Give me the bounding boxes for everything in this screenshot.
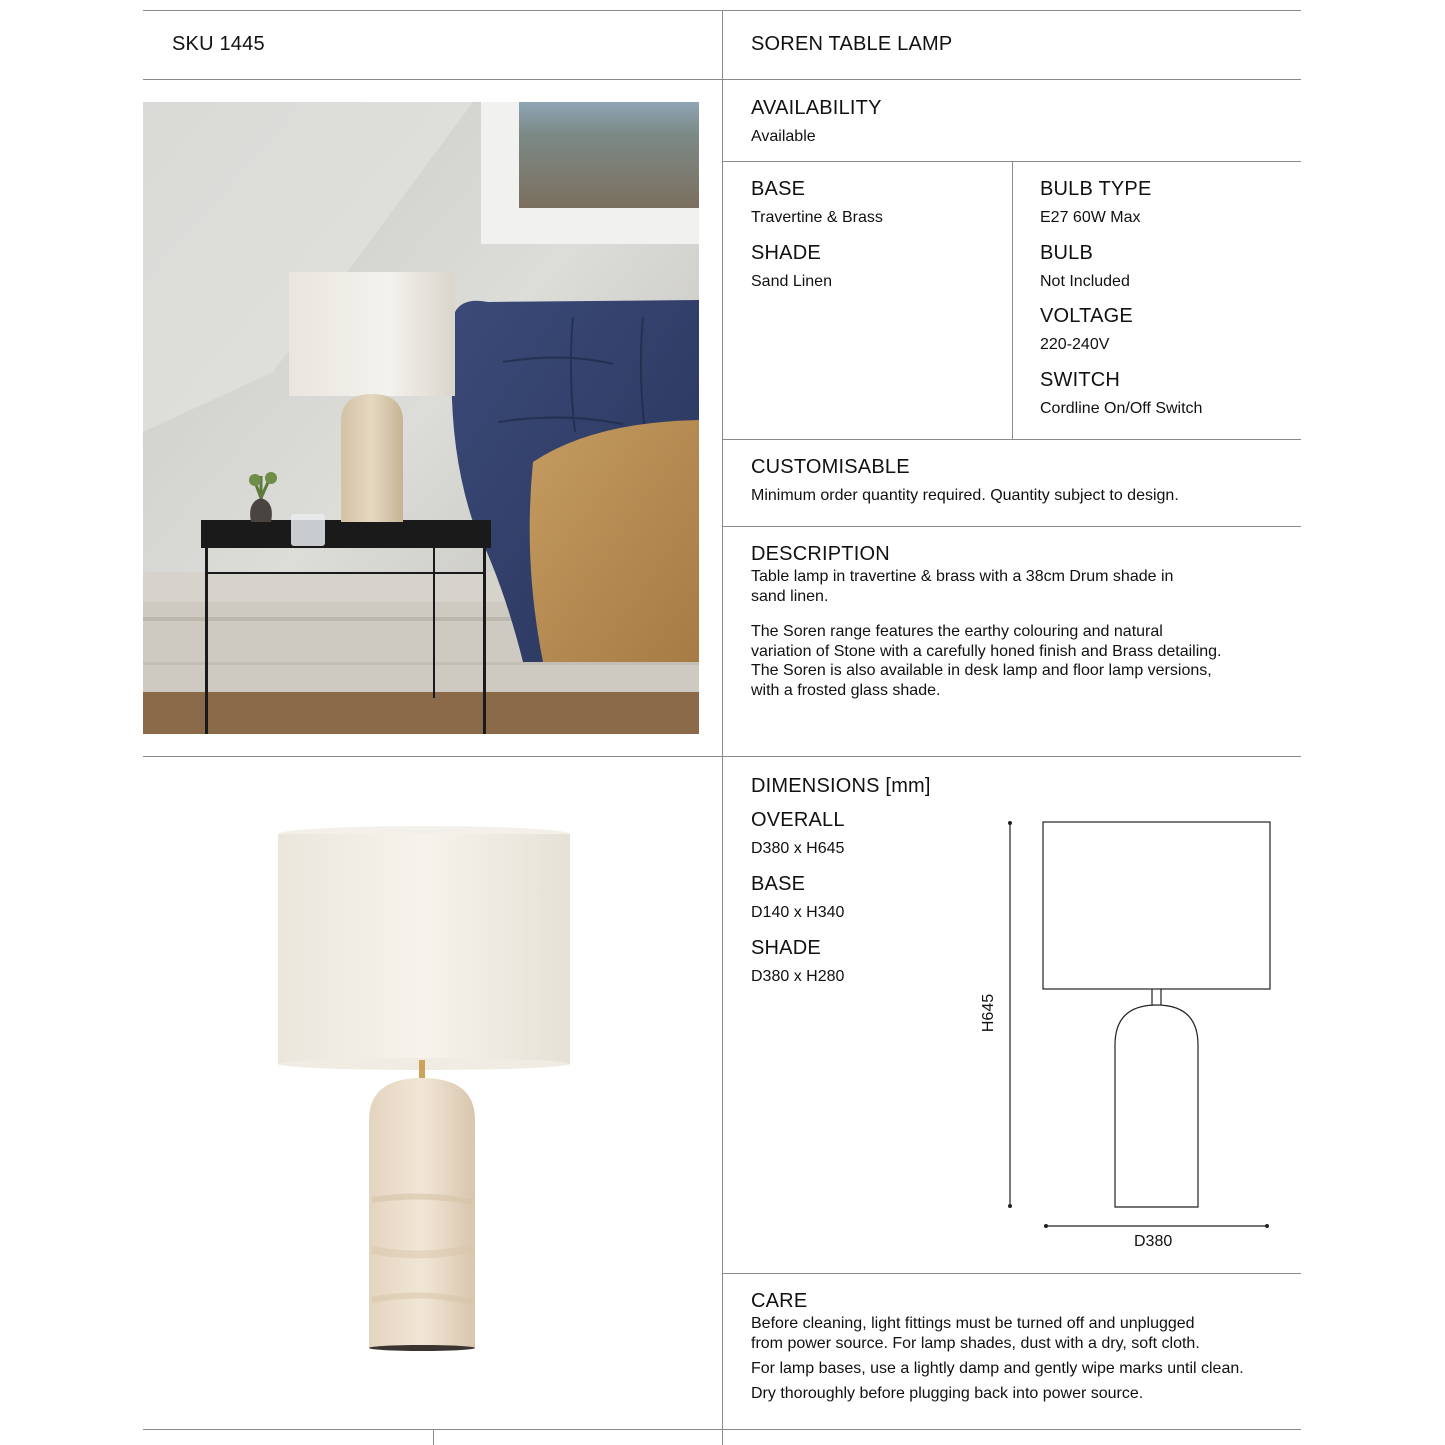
spec-label-voltage: VOLTAGE xyxy=(1040,305,1133,327)
description-line: Table lamp in travertine & brass with a 38cm Drum shade in xyxy=(751,568,1174,585)
spec-value-bulb-type: E27 60W Max xyxy=(1040,209,1141,226)
height-dimension-label: H645 xyxy=(980,993,998,1033)
product-title: SOREN TABLE LAMP xyxy=(751,33,953,55)
description-label: DESCRIPTION xyxy=(751,543,890,565)
dimensions-label: DIMENSIONS [mm] xyxy=(751,775,931,797)
description-line: The Soren range features the earthy colouring and natural xyxy=(751,623,1163,640)
lamp-dimension-drawing xyxy=(980,815,1290,1235)
care-label: CARE xyxy=(751,1290,808,1312)
spec-label-bulb: BULB xyxy=(1040,242,1094,264)
divider xyxy=(722,10,723,1445)
availability-value: Available xyxy=(751,128,816,145)
availability-label: AVAILABILITY xyxy=(751,97,882,119)
lifestyle-photo xyxy=(143,102,699,734)
spec-label-switch: SWITCH xyxy=(1040,369,1121,391)
description-line: The Soren is also available in desk lamp and floor lamp versions, xyxy=(751,662,1212,679)
care-line: Dry thoroughly before plugging back into power source. xyxy=(751,1385,1144,1402)
dimension-label-base: BASE xyxy=(751,873,806,895)
description-line: sand linen. xyxy=(751,588,829,605)
spec-value-base: Travertine & Brass xyxy=(751,209,883,226)
dimension-label-overall: OVERALL xyxy=(751,809,845,831)
divider xyxy=(433,1429,434,1445)
dimension-label-shade: SHADE xyxy=(751,937,821,959)
description-line: with a frosted glass shade. xyxy=(751,682,941,699)
travertine-table-lamp-photo xyxy=(260,820,590,1360)
dimension-value-base: D140 x H340 xyxy=(751,904,845,921)
description-line: variation of Stone with a carefully honed finish and Brass detailing. xyxy=(751,643,1222,660)
divider xyxy=(723,439,1301,440)
spec-value-switch: Cordline On/Off Switch xyxy=(1040,400,1203,417)
spec-label-base: BASE xyxy=(751,178,806,200)
dimension-value-overall: D380 x H645 xyxy=(751,840,845,857)
care-line: For lamp bases, use a lightly damp and gently wipe marks until clean. xyxy=(751,1360,1244,1377)
customisable-label: CUSTOMISABLE xyxy=(751,456,910,478)
divider xyxy=(723,1273,1301,1274)
care-line: Before cleaning, light fittings must be turned off and unplugged xyxy=(751,1315,1195,1332)
spec-label-bulb-type: BULB TYPE xyxy=(1040,178,1152,200)
product-photo xyxy=(260,820,590,1360)
divider xyxy=(1012,161,1013,439)
sku-number: SKU 1445 xyxy=(172,33,265,55)
width-dimension-label: D380 xyxy=(1134,1233,1173,1250)
customisable-value: Minimum order quantity required. Quantity subject to design. xyxy=(751,487,1179,504)
divider xyxy=(723,526,1301,527)
lamp-on-bedside-table-photo xyxy=(143,102,699,734)
spec-value-bulb: Not Included xyxy=(1040,273,1130,290)
spec-value-shade: Sand Linen xyxy=(751,273,832,290)
spec-value-voltage: 220-240V xyxy=(1040,336,1110,353)
spec-label-shade: SHADE xyxy=(751,242,821,264)
dimension-value-shade: D380 x H280 xyxy=(751,968,845,985)
care-line: from power source. For lamp shades, dust with a dry, soft cloth. xyxy=(751,1335,1200,1352)
